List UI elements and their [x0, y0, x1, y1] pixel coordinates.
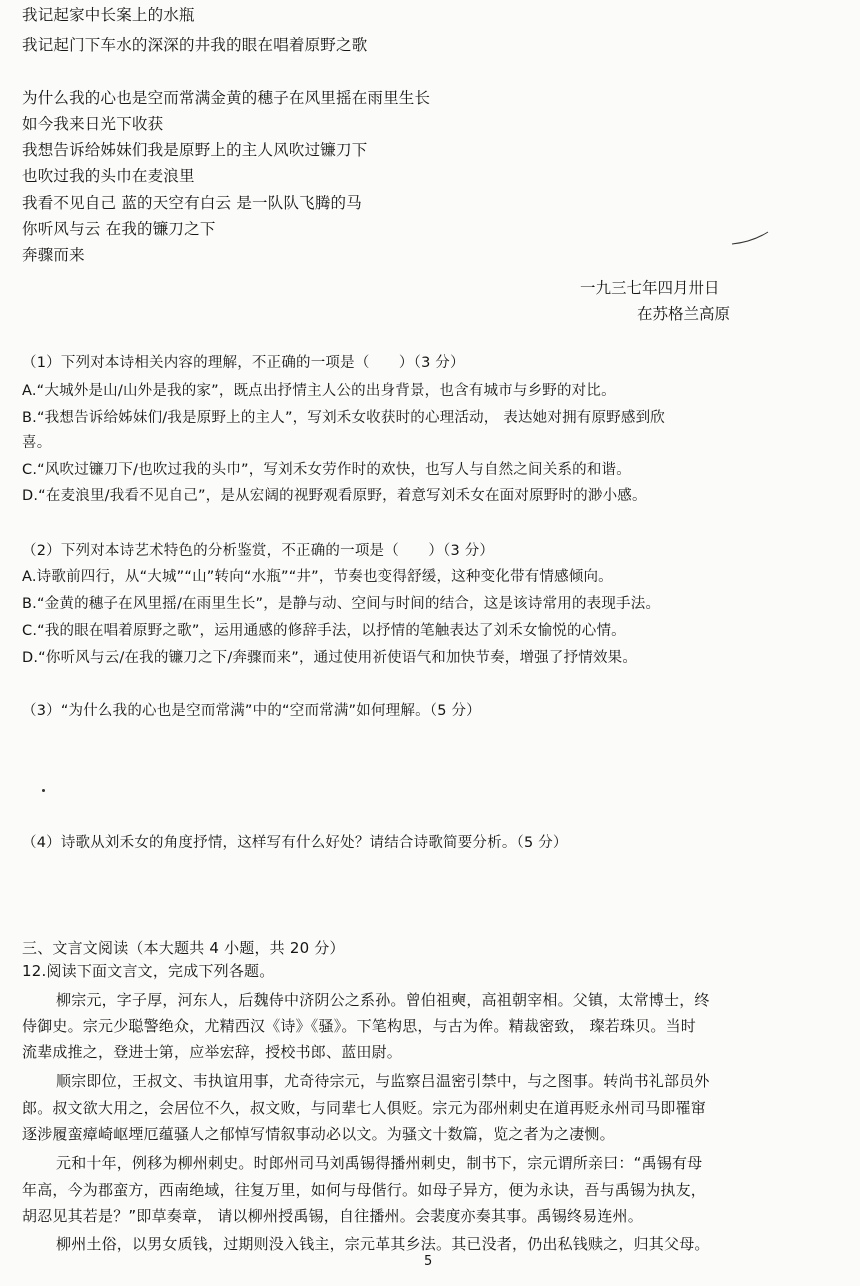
page-number: 5	[424, 1254, 433, 1269]
question-stem: （1）下列对本诗相关内容的理解，不正确的一项是（ ）（3 分）	[22, 355, 465, 371]
option-a: A.“大城外是山/山外是我的家”，既点出抒情主人公的出身背景，也含有城市与乡野的对比。	[22, 383, 616, 399]
question-stem: （2）下列对本诗艺术特色的分析鉴赏，不正确的一项是（ ）（3 分）	[22, 543, 495, 559]
poem-line: 奔骤而来	[22, 246, 85, 264]
section-heading: 三、文言文阅读（本大题共 4 小题，共 20 分）	[22, 939, 345, 957]
question-3: （3）“为什么我的心也是空而常满”中的“空而常满”如何理解。（5 分）	[22, 703, 481, 719]
option-a: A.诗歌前四行，从“大城”“山”转向“水瓶”“井”，节奏也变得舒缓，这种变化带有情感倾向。	[22, 569, 613, 585]
question-12: 12.阅读下面文言文，完成下列各题。	[22, 962, 275, 980]
option-d: D.“你听风与云/在我的镰刀之下/奔骤而来”，通过使用祈使语气和加快节奏，增强了抒情效果。	[22, 650, 638, 666]
passage-line: 侍御史。宗元少聪警绝众，尤精西汉《诗》《骚》。下笔构思，与古为侔。精裁密致， 璨若珠贝。当时	[22, 1017, 696, 1035]
passage-line: 胡忍见其若是？”即草奏章， 请以柳州授禹锡，自往播州。会裴度亦奏其事。禹锡终易连州。	[22, 1207, 643, 1225]
passage-line: 元和十年，例移为柳州刺史。时郎州司马刘禹锡得播州刺史，制书下，宗元谓所亲曰：“禹锡有母	[56, 1154, 703, 1172]
question-4: （4）诗歌从刘禾女的角度抒情，这样写有什么好处？请结合诗歌简要分析。（5 分）	[22, 835, 568, 851]
scan-speck	[42, 789, 45, 792]
option-b: B.“我想告诉给姊妹们/我是原野上的主人”，写刘禾女收获时的心理活动， 表达她对拥有原野感到欣	[22, 410, 665, 426]
poem-line: 我看不见自己 蓝的天空有白云 是一队队飞腾的马	[22, 194, 362, 212]
poem-line: 为什么我的心也是空而常满金黄的穗子在风里摇在雨里生长	[22, 89, 431, 107]
poem-line: 我想告诉给姊妹们我是原野上的主人风吹过镰刀下	[22, 141, 368, 159]
passage-line: 年高，今为郡蛮方，西南绝域，往复万里，如何与母偕行。如母子异方，便为永诀，吾与禹锡为执友，	[22, 1181, 707, 1199]
passage-line: 柳州土俗，以男女质钱，过期则没入钱主，宗元革其乡法。其已没者，仍出私钱赎之，归其父母。	[56, 1235, 710, 1253]
poem-date: 一九三七年四月卅日	[580, 279, 720, 297]
passage-line: 柳宗元，字子厚，河东人，后魏侍中济阴公之系孙。曾伯祖奭，高祖朝宰相。父镇，太常博士，终	[56, 991, 710, 1009]
option-b-continued: 喜。	[22, 435, 52, 451]
poem-place: 在苏格兰高原	[637, 305, 731, 323]
option-b: B.“金黄的穗子在风里摇/在雨里生长”，是静与动、空间与时间的结合，这是该诗常用的表现手法。	[22, 596, 661, 612]
poem-line: 如今我来日光下收获	[22, 115, 164, 133]
poem-line: 我记起门下车水的深深的井我的眼在唱着原野之歌	[22, 36, 368, 54]
passage-line: 顺宗即位，王叔文、韦执谊用事，尤奇待宗元，与监察吕温密引禁中，与之图事。转尚书礼部员外	[56, 1072, 710, 1090]
poem-line: 也吹过我的头巾在麦浪里	[22, 167, 195, 185]
option-d: D.“在麦浪里/我看不见自己”，是从宏阔的视野观看原野，着意写刘禾女在面对原野时的渺小感。	[22, 488, 647, 504]
passage-line: 流辈成推之，登进士第，应举宏辞，授校书郎、蓝田尉。	[22, 1043, 403, 1061]
poem-line: 我记起家中长案上的水瓶	[22, 6, 195, 24]
option-c: C.“风吹过镰刀下/也吹过我的头巾”，写刘禾女劳作时的欢快，也写人与自然之间关系的和谐。	[22, 462, 631, 478]
passage-line: 逐涉履蛮瘴崎岖堙厄蕴骚人之郁悼写情叙事动必以文。为骚文十数篇，览之者为之凄恻。	[22, 1125, 615, 1143]
option-c: C.“我的眼在唱着原野之歌”，运用通感的修辞手法，以抒情的笔触表达了刘禾女愉悦的心情。	[22, 623, 626, 639]
passage-line: 郎。叔文欲大用之，会居位不久，叔文败，与同辈七人俱贬。宗元为邵州刺史在道再贬永州司马即罹窜	[22, 1099, 707, 1117]
poem-line: 你听风与云 在我的镰刀之下	[22, 220, 216, 238]
pen-mark	[730, 228, 770, 248]
